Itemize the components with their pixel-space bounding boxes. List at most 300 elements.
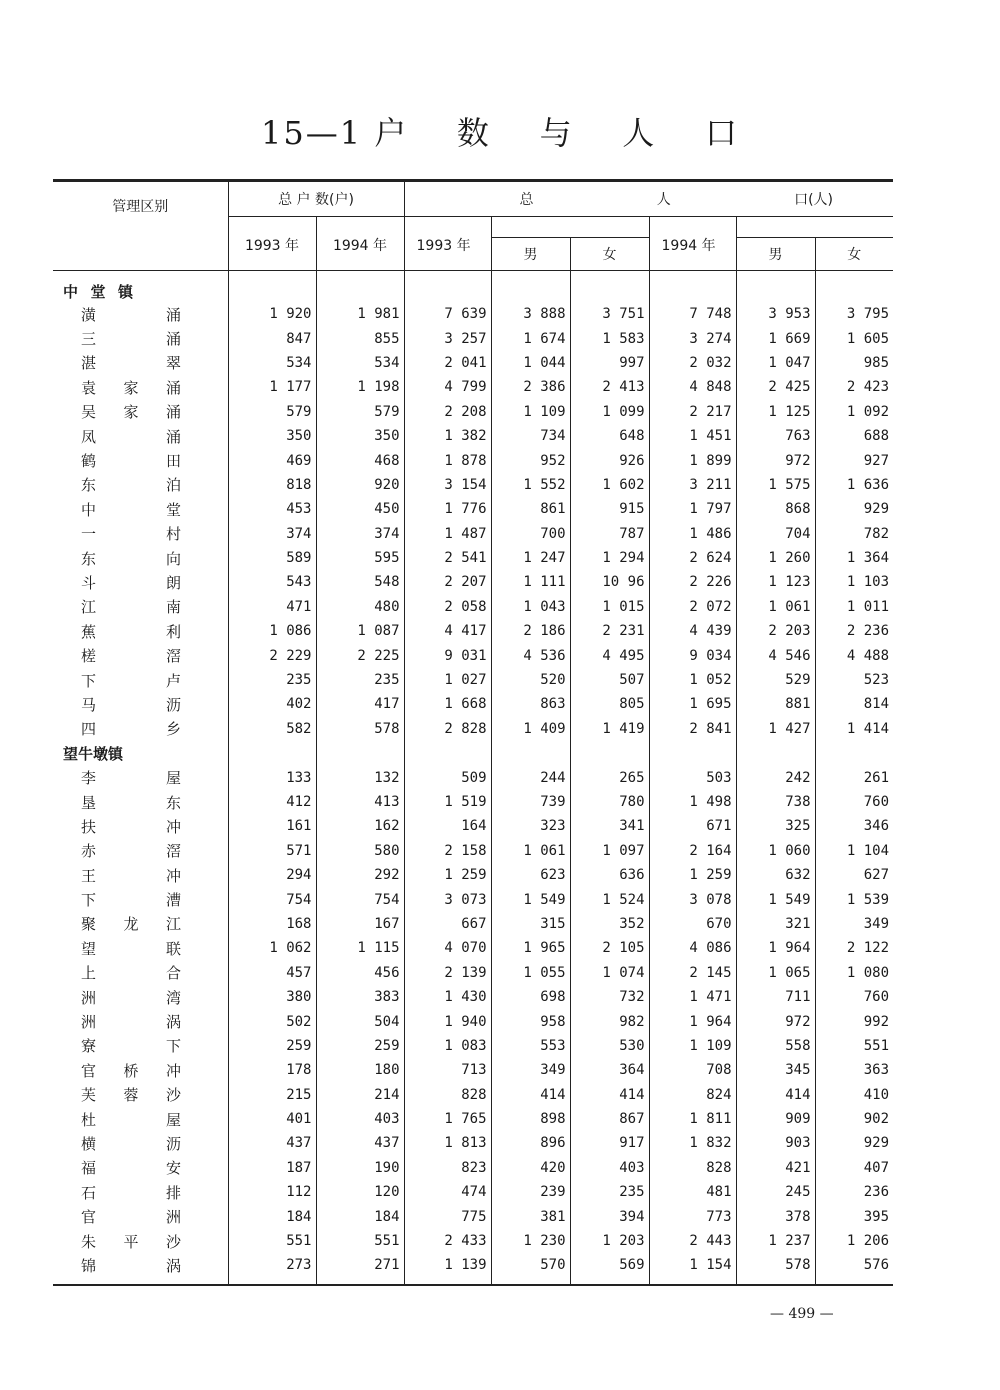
cell-pop-1994-male: 903 xyxy=(736,1131,815,1155)
region-name-char: 翠 xyxy=(165,354,181,373)
cell-pop-1993-total: 3 154 xyxy=(404,473,491,497)
region-name-char: 联 xyxy=(165,939,181,958)
cell-households-1994: 214 xyxy=(316,1083,404,1107)
region-name-char: 四 xyxy=(81,720,97,739)
cell-households-1993: 453 xyxy=(228,497,316,521)
cell-households-1994: 468 xyxy=(316,448,404,472)
cell-pop-1993-total: 1 940 xyxy=(404,1009,491,1033)
cell-households-1993: 589 xyxy=(228,546,316,570)
table-row xyxy=(53,985,893,1009)
cell-households-1994: 580 xyxy=(316,839,404,863)
region-name-chars xyxy=(81,523,181,544)
cell-pop-1994-total: 671 xyxy=(649,814,736,838)
region-name-chars xyxy=(81,792,181,813)
cell-pop-1993-female: 787 xyxy=(570,522,649,546)
region-name-char: 下 xyxy=(81,891,97,910)
header-households: 总 户 数(户) xyxy=(228,181,404,217)
cell-households-1993: 412 xyxy=(228,790,316,814)
region-name-chars xyxy=(81,1011,181,1032)
table-row xyxy=(53,546,893,570)
cell-pop-1993-total: 1 519 xyxy=(404,790,491,814)
header-female-1993: 女 xyxy=(570,238,649,271)
cell-households-1994: 480 xyxy=(316,595,404,619)
region-name-char: 家 xyxy=(123,378,139,397)
cell-pop-1994-male: 1 061 xyxy=(736,595,815,619)
cell-households-1993: 551 xyxy=(228,1229,316,1253)
cell-pop-1993-male: 2 386 xyxy=(491,375,570,399)
table-row xyxy=(53,522,893,546)
cell-households-1994: 235 xyxy=(316,668,404,692)
cell-pop-1994-total: 1 797 xyxy=(649,497,736,521)
cell-pop-1993-female: 867 xyxy=(570,1107,649,1131)
region-name-chars xyxy=(81,1060,181,1081)
region-name-char: 南 xyxy=(165,598,181,617)
region-name-char: 村 xyxy=(165,525,181,544)
cell-pop-1993-total: 1 382 xyxy=(404,424,491,448)
cell-pop-1994-female: 1 206 xyxy=(815,1229,893,1253)
region-name-char: 官 xyxy=(81,1061,97,1080)
region-name-chars xyxy=(81,987,181,1008)
region-name-char: 蕉 xyxy=(81,622,97,641)
cell-pop-1993-total: 4 799 xyxy=(404,375,491,399)
cell-pop-1993-total: 2 208 xyxy=(404,400,491,424)
cell-pop-1994-total: 824 xyxy=(649,1083,736,1107)
region-name-chars xyxy=(81,645,181,666)
header-population-1993: 1993 年 xyxy=(404,217,491,271)
cell-pop-1993-male: 349 xyxy=(491,1058,570,1082)
region-name-char: 中 xyxy=(63,283,79,301)
cell-households-1993: 184 xyxy=(228,1204,316,1228)
region-name xyxy=(53,1253,228,1284)
cell-households-1994: 1 115 xyxy=(316,936,404,960)
region-name-chars xyxy=(63,281,133,302)
table-row xyxy=(53,643,893,667)
cell-pop-1993-male xyxy=(491,271,570,303)
cell-pop-1994-total: 2 624 xyxy=(649,546,736,570)
cell-households-1994: 1 087 xyxy=(316,619,404,643)
region-name-char: 寮 xyxy=(81,1037,97,1056)
region-name xyxy=(53,814,228,838)
cell-pop-1993-female: 10 96 xyxy=(570,570,649,594)
cell-pop-1993-total: 2 828 xyxy=(404,717,491,741)
cell-pop-1993-female: 364 xyxy=(570,1058,649,1082)
cell-households-1993: 754 xyxy=(228,887,316,911)
cell-households-1993: 380 xyxy=(228,985,316,1009)
cell-households-1994: 350 xyxy=(316,424,404,448)
cell-pop-1994-female: 346 xyxy=(815,814,893,838)
table-row xyxy=(53,790,893,814)
cell-pop-1993-total: 1 259 xyxy=(404,863,491,887)
cell-pop-1994-female: 1 092 xyxy=(815,400,893,424)
header-male-1994: 男 xyxy=(736,238,815,271)
cell-households-1993: 818 xyxy=(228,473,316,497)
header-population-part2: 人 xyxy=(656,192,671,208)
region-name-chars xyxy=(81,1206,181,1227)
cell-pop-1994-male: 558 xyxy=(736,1034,815,1058)
cell-households-1993: 1 177 xyxy=(228,375,316,399)
cell-households-1994: 184 xyxy=(316,1204,404,1228)
cell-households-1994: 374 xyxy=(316,522,404,546)
cell-pop-1994-total: 4 439 xyxy=(649,619,736,643)
region-name xyxy=(53,271,228,303)
region-name-char: 芙 xyxy=(81,1086,97,1105)
cell-pop-1993-male: 952 xyxy=(491,448,570,472)
cell-households-1993: 457 xyxy=(228,961,316,985)
cell-pop-1993-male: 1 247 xyxy=(491,546,570,570)
region-name-chars xyxy=(81,670,181,691)
cell-pop-1993-male: 381 xyxy=(491,1204,570,1228)
cell-pop-1994-female: 395 xyxy=(815,1204,893,1228)
region-name-char: 东 xyxy=(165,793,181,812)
region-name xyxy=(53,1058,228,1082)
cell-households-1994: 2 225 xyxy=(316,643,404,667)
region-name-char: 锦 xyxy=(81,1256,97,1275)
table-row xyxy=(53,424,893,448)
cell-pop-1994-female: 1 080 xyxy=(815,961,893,985)
region-name-char: 福 xyxy=(81,1159,97,1178)
cell-pop-1994-male: 972 xyxy=(736,1009,815,1033)
region-name-char: 沥 xyxy=(165,1134,181,1153)
table-row xyxy=(53,765,893,789)
cell-pop-1993-male: 520 xyxy=(491,668,570,692)
cell-pop-1994-male: 3 953 xyxy=(736,302,815,326)
cell-pop-1993-total: 2 041 xyxy=(404,351,491,375)
cell-pop-1994-total: 2 226 xyxy=(649,570,736,594)
cell-households-1994: 437 xyxy=(316,1131,404,1155)
cell-pop-1993-total: 474 xyxy=(404,1180,491,1204)
cell-households-1993: 437 xyxy=(228,1131,316,1155)
cell-pop-1993-total: 823 xyxy=(404,1156,491,1180)
cell-pop-1993-total: 1 430 xyxy=(404,985,491,1009)
table-row xyxy=(53,1131,893,1155)
table-row xyxy=(53,619,893,643)
cell-pop-1993-male: 1 043 xyxy=(491,595,570,619)
cell-pop-1994-male: 2 203 xyxy=(736,619,815,643)
cell-pop-1994-male: 1 047 xyxy=(736,351,815,375)
region-name xyxy=(53,985,228,1009)
region-name-char: 涌 xyxy=(165,403,181,422)
region-name-char: 泊 xyxy=(165,476,181,495)
cell-pop-1994-male: 1 549 xyxy=(736,887,815,911)
cell-households-1993: 402 xyxy=(228,692,316,716)
region-name-chars xyxy=(81,1182,181,1203)
region-name xyxy=(53,1131,228,1155)
cell-pop-1994-total: 1 695 xyxy=(649,692,736,716)
region-name-chars xyxy=(81,474,181,495)
region-name xyxy=(53,570,228,594)
cell-pop-1994-female: 407 xyxy=(815,1156,893,1180)
table-row xyxy=(53,1058,893,1082)
region-name-char: 中 xyxy=(81,500,97,519)
region-name-char: 田 xyxy=(165,452,181,471)
region-name-char: 马 xyxy=(81,695,97,714)
cell-households-1994: 120 xyxy=(316,1180,404,1204)
cell-pop-1994-female: 551 xyxy=(815,1034,893,1058)
cell-pop-1993-male: 1 409 xyxy=(491,717,570,741)
table-row xyxy=(53,351,893,375)
region-name-chars xyxy=(81,426,181,447)
cell-pop-1994-male: 632 xyxy=(736,863,815,887)
region-name-char: 冲 xyxy=(165,866,181,885)
cell-households-1993: 168 xyxy=(228,912,316,936)
table-row xyxy=(53,400,893,424)
region-name-chars xyxy=(81,938,181,959)
cell-pop-1993-female: 982 xyxy=(570,1009,649,1033)
cell-pop-1993-female: 805 xyxy=(570,692,649,716)
region-name-char: 聚 xyxy=(81,915,97,934)
cell-pop-1993-male: 1 055 xyxy=(491,961,570,985)
cell-households-1993: 178 xyxy=(228,1058,316,1082)
cell-households-1993: 582 xyxy=(228,717,316,741)
table-row xyxy=(53,668,893,692)
cell-pop-1993-total: 1 776 xyxy=(404,497,491,521)
table-row xyxy=(53,692,893,716)
cell-pop-1994-total: 2 072 xyxy=(649,595,736,619)
cell-pop-1993-total: 2 541 xyxy=(404,546,491,570)
cell-pop-1993-female: 2 413 xyxy=(570,375,649,399)
cell-pop-1994-total: 2 145 xyxy=(649,961,736,985)
region-name-char: 湛 xyxy=(81,354,97,373)
cell-pop-1994-female: 1 104 xyxy=(815,839,893,863)
region-name-char: 利 xyxy=(165,622,181,641)
cell-pop-1993-female: 403 xyxy=(570,1156,649,1180)
cell-pop-1993-total: 9 031 xyxy=(404,643,491,667)
region-name-chars xyxy=(63,743,133,764)
cell-pop-1994-total: 2 217 xyxy=(649,400,736,424)
cell-pop-1993-total: 164 xyxy=(404,814,491,838)
region-name xyxy=(53,717,228,741)
cell-pop-1993-male: 623 xyxy=(491,863,570,887)
page-title: 15—1 户 数 与 人 口 xyxy=(260,114,739,152)
cell-pop-1993-total: 1 765 xyxy=(404,1107,491,1131)
cell-households-1994: 292 xyxy=(316,863,404,887)
cell-pop-1994-total: 3 211 xyxy=(649,473,736,497)
region-name-char: 洲 xyxy=(81,988,97,1007)
region-name-char: 卢 xyxy=(165,671,181,690)
cell-pop-1994-male: 345 xyxy=(736,1058,815,1082)
region-name-char: 东 xyxy=(81,476,97,495)
region-name-char: 家 xyxy=(123,403,139,422)
region-name-char: 涌 xyxy=(165,305,181,324)
cell-pop-1994-total: 1 259 xyxy=(649,863,736,887)
cell-pop-1994-female: 410 xyxy=(815,1083,893,1107)
region-name xyxy=(53,912,228,936)
cell-households-1994: 578 xyxy=(316,717,404,741)
cell-pop-1993-female: 926 xyxy=(570,448,649,472)
cell-pop-1993-female: 1 074 xyxy=(570,961,649,985)
cell-households-1994: 920 xyxy=(316,473,404,497)
cell-pop-1994-female: 1 605 xyxy=(815,326,893,350)
cell-pop-1994-total: 708 xyxy=(649,1058,736,1082)
region-name-char: 冲 xyxy=(165,1061,181,1080)
cell-pop-1994-male: 578 xyxy=(736,1253,815,1284)
header-population xyxy=(404,181,893,217)
cell-pop-1994-female: 236 xyxy=(815,1180,893,1204)
cell-pop-1994-total: 1 899 xyxy=(649,448,736,472)
table-row xyxy=(53,1107,893,1131)
region-name-char: 凤 xyxy=(81,427,97,446)
cell-households-1994: 403 xyxy=(316,1107,404,1131)
cell-pop-1993-male: 1 044 xyxy=(491,351,570,375)
cell-households-1993: 161 xyxy=(228,814,316,838)
cell-pop-1994-male: 868 xyxy=(736,497,815,521)
cell-pop-1994-male: 4 546 xyxy=(736,643,815,667)
cell-households-1994: 855 xyxy=(316,326,404,350)
region-name-char: 漕 xyxy=(165,891,181,910)
cell-households-1993: 471 xyxy=(228,595,316,619)
region-name-char: 官 xyxy=(81,1208,97,1227)
region-name-char: 向 xyxy=(165,549,181,568)
cell-pop-1993-female: 915 xyxy=(570,497,649,521)
table-row xyxy=(53,595,893,619)
region-name-char: 滘 xyxy=(165,842,181,861)
cell-households-1993: 469 xyxy=(228,448,316,472)
cell-households-1994: 754 xyxy=(316,887,404,911)
cell-pop-1993-male: 1 965 xyxy=(491,936,570,960)
region-name-char: 望牛墩镇 xyxy=(63,744,124,763)
cell-pop-1994-total: 773 xyxy=(649,1204,736,1228)
cell-pop-1993-total: 3 073 xyxy=(404,887,491,911)
table-row xyxy=(53,1083,893,1107)
region-name-char: 洲 xyxy=(165,1208,181,1227)
cell-pop-1993-total: 2 158 xyxy=(404,839,491,863)
cell-pop-1994-male: 1 123 xyxy=(736,570,815,594)
cell-pop-1994-male: 909 xyxy=(736,1107,815,1131)
cell-pop-1994-male: 245 xyxy=(736,1180,815,1204)
region-name-char: 杜 xyxy=(81,1110,97,1129)
cell-pop-1993-female: 530 xyxy=(570,1034,649,1058)
cell-pop-1994-female: 782 xyxy=(815,522,893,546)
cell-pop-1993-female: 1 602 xyxy=(570,473,649,497)
region-name-chars xyxy=(81,377,181,398)
region-name xyxy=(53,961,228,985)
region-name xyxy=(53,473,228,497)
region-name xyxy=(53,546,228,570)
region-name-char: 湾 xyxy=(165,988,181,1007)
cell-pop-1993-male: 553 xyxy=(491,1034,570,1058)
cell-pop-1994-total: 9 034 xyxy=(649,643,736,667)
cell-households-1993: 374 xyxy=(228,522,316,546)
cell-pop-1993-male: 4 536 xyxy=(491,643,570,667)
cell-pop-1993-male: 1 061 xyxy=(491,839,570,863)
cell-pop-1994-male: 1 125 xyxy=(736,400,815,424)
cell-pop-1994-total: 828 xyxy=(649,1156,736,1180)
cell-households-1993: 534 xyxy=(228,351,316,375)
region-name-char: 安 xyxy=(165,1159,181,1178)
cell-pop-1993-male: 734 xyxy=(491,424,570,448)
region-name-chars xyxy=(81,913,181,934)
cell-households-1994: 190 xyxy=(316,1156,404,1180)
cell-pop-1994-total: 3 078 xyxy=(649,887,736,911)
region-name-char: 屋 xyxy=(165,769,181,788)
cell-pop-1994-total xyxy=(649,271,736,303)
region-name-chars xyxy=(81,1035,181,1056)
region-name xyxy=(53,1180,228,1204)
cell-households-1994: 162 xyxy=(316,814,404,838)
cell-pop-1993-total: 4 417 xyxy=(404,619,491,643)
page-number: — 499 — xyxy=(770,1306,834,1322)
cell-households-1993: 847 xyxy=(228,326,316,350)
cell-pop-1993-female: 1 099 xyxy=(570,400,649,424)
region-name-char: 斗 xyxy=(81,573,97,592)
cell-households-1994: 271 xyxy=(316,1253,404,1284)
cell-pop-1993-total: 1 668 xyxy=(404,692,491,716)
header-population-part1: 总 xyxy=(519,192,534,208)
cell-pop-1994-female: 814 xyxy=(815,692,893,716)
cell-pop-1993-total: 1 027 xyxy=(404,668,491,692)
region-name-char: 滘 xyxy=(165,647,181,666)
cell-pop-1994-male: 763 xyxy=(736,424,815,448)
cell-pop-1994-male: 1 964 xyxy=(736,936,815,960)
cell-pop-1993-female: 780 xyxy=(570,790,649,814)
table-row xyxy=(53,302,893,326)
region-name xyxy=(53,887,228,911)
cell-pop-1994-male: 972 xyxy=(736,448,815,472)
table-row xyxy=(53,814,893,838)
cell-pop-1993-male: 863 xyxy=(491,692,570,716)
cell-pop-1993-female: 352 xyxy=(570,912,649,936)
region-name-char: 上 xyxy=(81,964,97,983)
cell-pop-1994-male: 414 xyxy=(736,1083,815,1107)
cell-households-1994: 167 xyxy=(316,912,404,936)
cell-households-1994: 383 xyxy=(316,985,404,1009)
region-name xyxy=(53,1083,228,1107)
group-row xyxy=(53,271,893,303)
cell-pop-1993-female: 1 294 xyxy=(570,546,649,570)
cell-pop-1993-total: 2 207 xyxy=(404,570,491,594)
cell-pop-1993-female: 997 xyxy=(570,351,649,375)
region-name-char: 东 xyxy=(81,549,97,568)
region-name xyxy=(53,595,228,619)
cell-pop-1994-total: 3 274 xyxy=(649,326,736,350)
table-row xyxy=(53,839,893,863)
cell-pop-1994-total: 1 109 xyxy=(649,1034,736,1058)
cell-pop-1993-male: 414 xyxy=(491,1083,570,1107)
cell-pop-1993-female: 1 524 xyxy=(570,887,649,911)
region-name-char: 洲 xyxy=(81,1013,97,1032)
region-name-char: 沥 xyxy=(165,695,181,714)
cell-pop-1993-female xyxy=(570,271,649,303)
region-name-char: 乡 xyxy=(165,720,181,739)
region-name xyxy=(53,302,228,326)
cell-households-1993: 133 xyxy=(228,765,316,789)
table-row xyxy=(53,912,893,936)
region-name-chars xyxy=(81,1157,181,1178)
table-row xyxy=(53,473,893,497)
region-name-char: 横 xyxy=(81,1134,97,1153)
cell-households-1994: 504 xyxy=(316,1009,404,1033)
cell-pop-1994-female: 929 xyxy=(815,1131,893,1155)
cell-pop-1993-male: 1 109 xyxy=(491,400,570,424)
region-name-char: 涌 xyxy=(165,330,181,349)
region-name xyxy=(53,448,228,472)
cell-households-1993: 1 086 xyxy=(228,619,316,643)
region-name xyxy=(53,1156,228,1180)
region-name-chars xyxy=(81,718,181,739)
region-name-char: 涌 xyxy=(165,378,181,397)
cell-pop-1994-male: 1 427 xyxy=(736,717,815,741)
region-name xyxy=(53,790,228,814)
cell-pop-1994-male: 1 669 xyxy=(736,326,815,350)
cell-pop-1993-male: 2 186 xyxy=(491,619,570,643)
table-row xyxy=(53,375,893,399)
region-name-char: 排 xyxy=(165,1183,181,1202)
cell-pop-1993-male: 239 xyxy=(491,1180,570,1204)
cell-pop-1993-total: 1 139 xyxy=(404,1253,491,1284)
cell-pop-1993-total: 775 xyxy=(404,1204,491,1228)
cell-pop-1993-male xyxy=(491,741,570,765)
region-name-char: 一 xyxy=(81,525,97,544)
